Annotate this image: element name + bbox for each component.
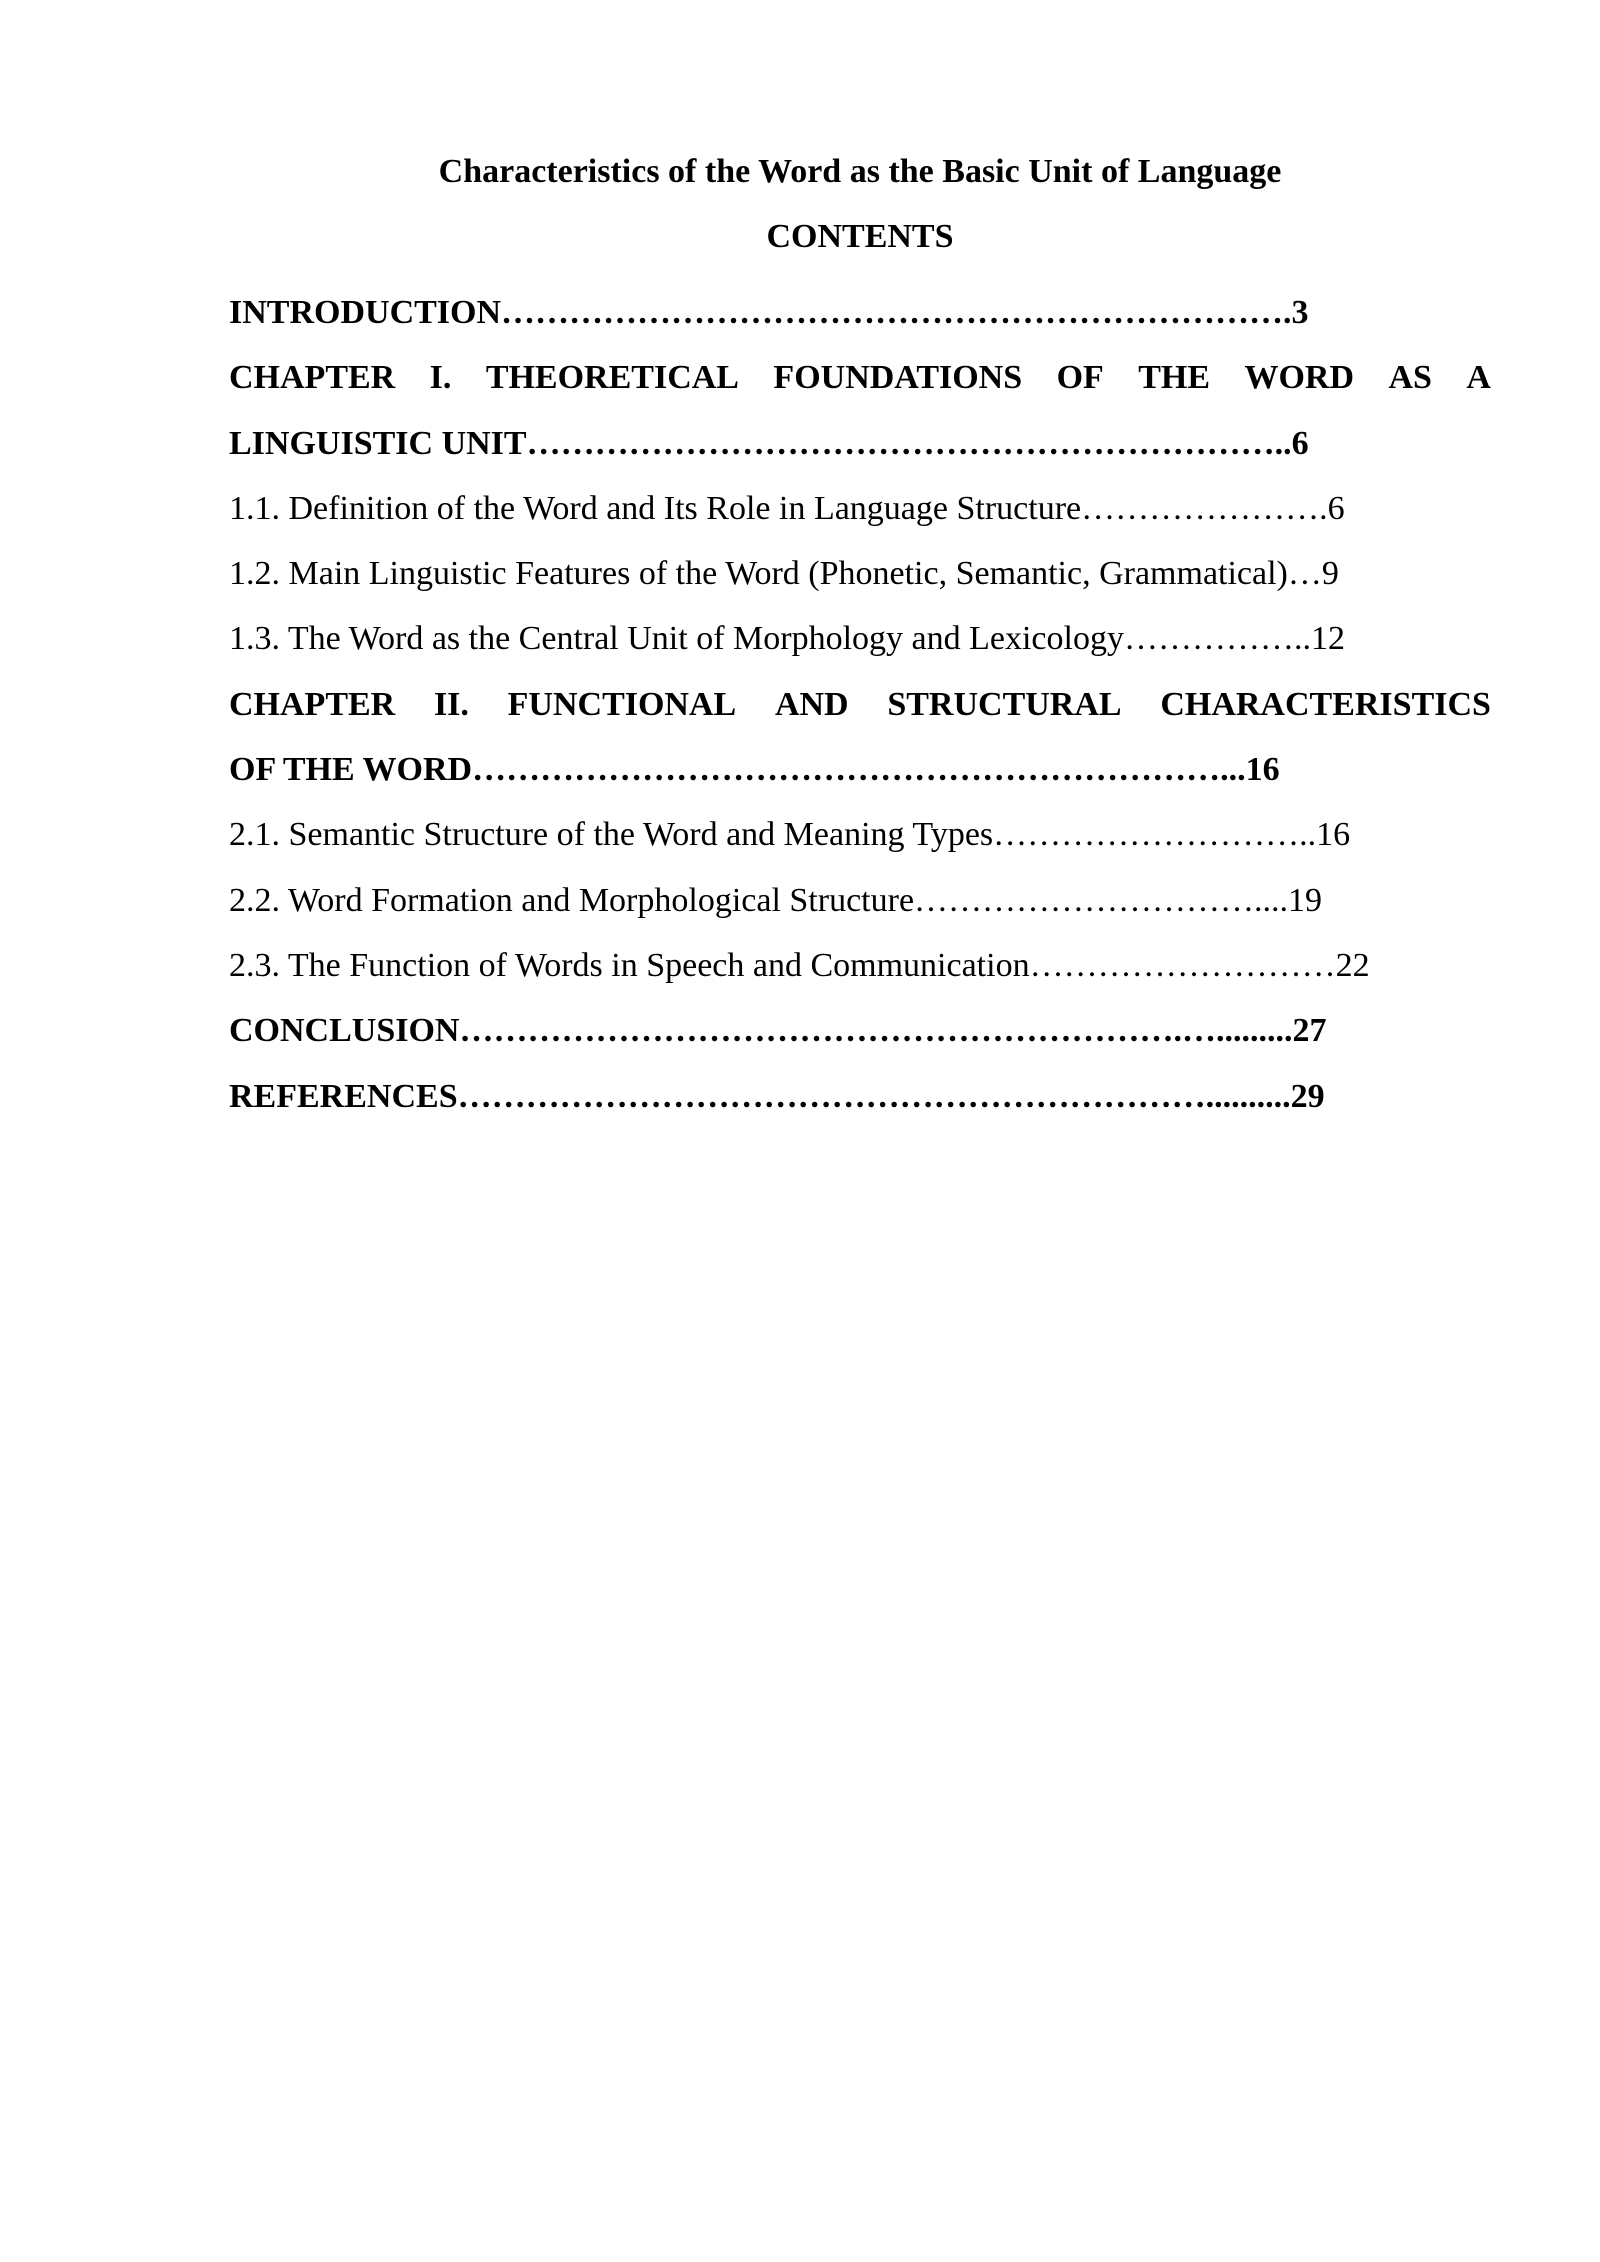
toc-entry-chapter-1-line-2[interactable]: LINGUISTIC UNIT…………………………………………………………..6: [229, 424, 1309, 462]
toc-entry-references[interactable]: REFERENCES…………………………………………………………..........29: [229, 1077, 1325, 1115]
toc-entry-section-2-3[interactable]: 2.3. The Function of Words in Speech and Communication………………………22: [229, 946, 1370, 984]
toc-entry-conclusion[interactable]: CONCLUSION……………………………………………………….….........27: [229, 1012, 1327, 1050]
toc-word: THE: [1138, 359, 1211, 397]
document-title: Characteristics of the Word as the Basic Unit of Language: [438, 153, 1282, 190]
toc-entry-chapter-1-line-1[interactable]: [229, 345, 1491, 410]
toc-word: CHAPTER: [229, 359, 396, 397]
toc-word: I.: [429, 359, 452, 397]
toc-entry-section-2-1[interactable]: 2.1. Semantic Structure of the Word and Meaning Types………………………..16: [229, 816, 1351, 854]
toc-word: FOUNDATIONS: [773, 359, 1023, 397]
contents-heading: CONTENTS: [766, 218, 954, 255]
toc-entry-section-1-2[interactable]: 1.2. Main Linguistic Features of the Word (Phonetic, Semantic, Grammatical)…9: [229, 555, 1339, 593]
toc-word: THEORETICAL: [485, 359, 739, 397]
toc-entry-introduction[interactable]: INTRODUCTION…………………………………………………………….3: [229, 294, 1309, 331]
toc-entry-chapter-2-line-1[interactable]: [229, 672, 1491, 737]
toc-word: STRUCTURAL: [887, 685, 1122, 723]
toc-word: OF: [1056, 359, 1104, 397]
toc-entry-section-1-1[interactable]: 1.1. Definition of the Word and Its Role in Language Structure………………….6: [229, 489, 1345, 527]
toc-word: A: [1466, 359, 1491, 397]
toc-word: AS: [1388, 359, 1432, 397]
toc-entry-section-1-3[interactable]: 1.3. The Word as the Central Unit of Morphology and Lexicology……………..12: [229, 620, 1345, 658]
toc-word: AND: [774, 685, 849, 723]
toc-word: II.: [433, 685, 469, 723]
document-content: [229, 150, 1491, 1129]
toc-word: FUNCTIONAL: [507, 685, 737, 723]
toc-word: CHARACTERISTICS: [1160, 685, 1491, 723]
table-of-contents: [229, 280, 1491, 1129]
toc-word: WORD: [1244, 359, 1355, 397]
toc-entry-section-2-2[interactable]: 2.2. Word Formation and Morphological Structure…………………………....19: [229, 881, 1323, 919]
toc-entry-chapter-2-line-2[interactable]: OF THE WORD…………………………………………………………...16: [229, 751, 1280, 789]
toc-word: CHAPTER: [229, 685, 396, 723]
